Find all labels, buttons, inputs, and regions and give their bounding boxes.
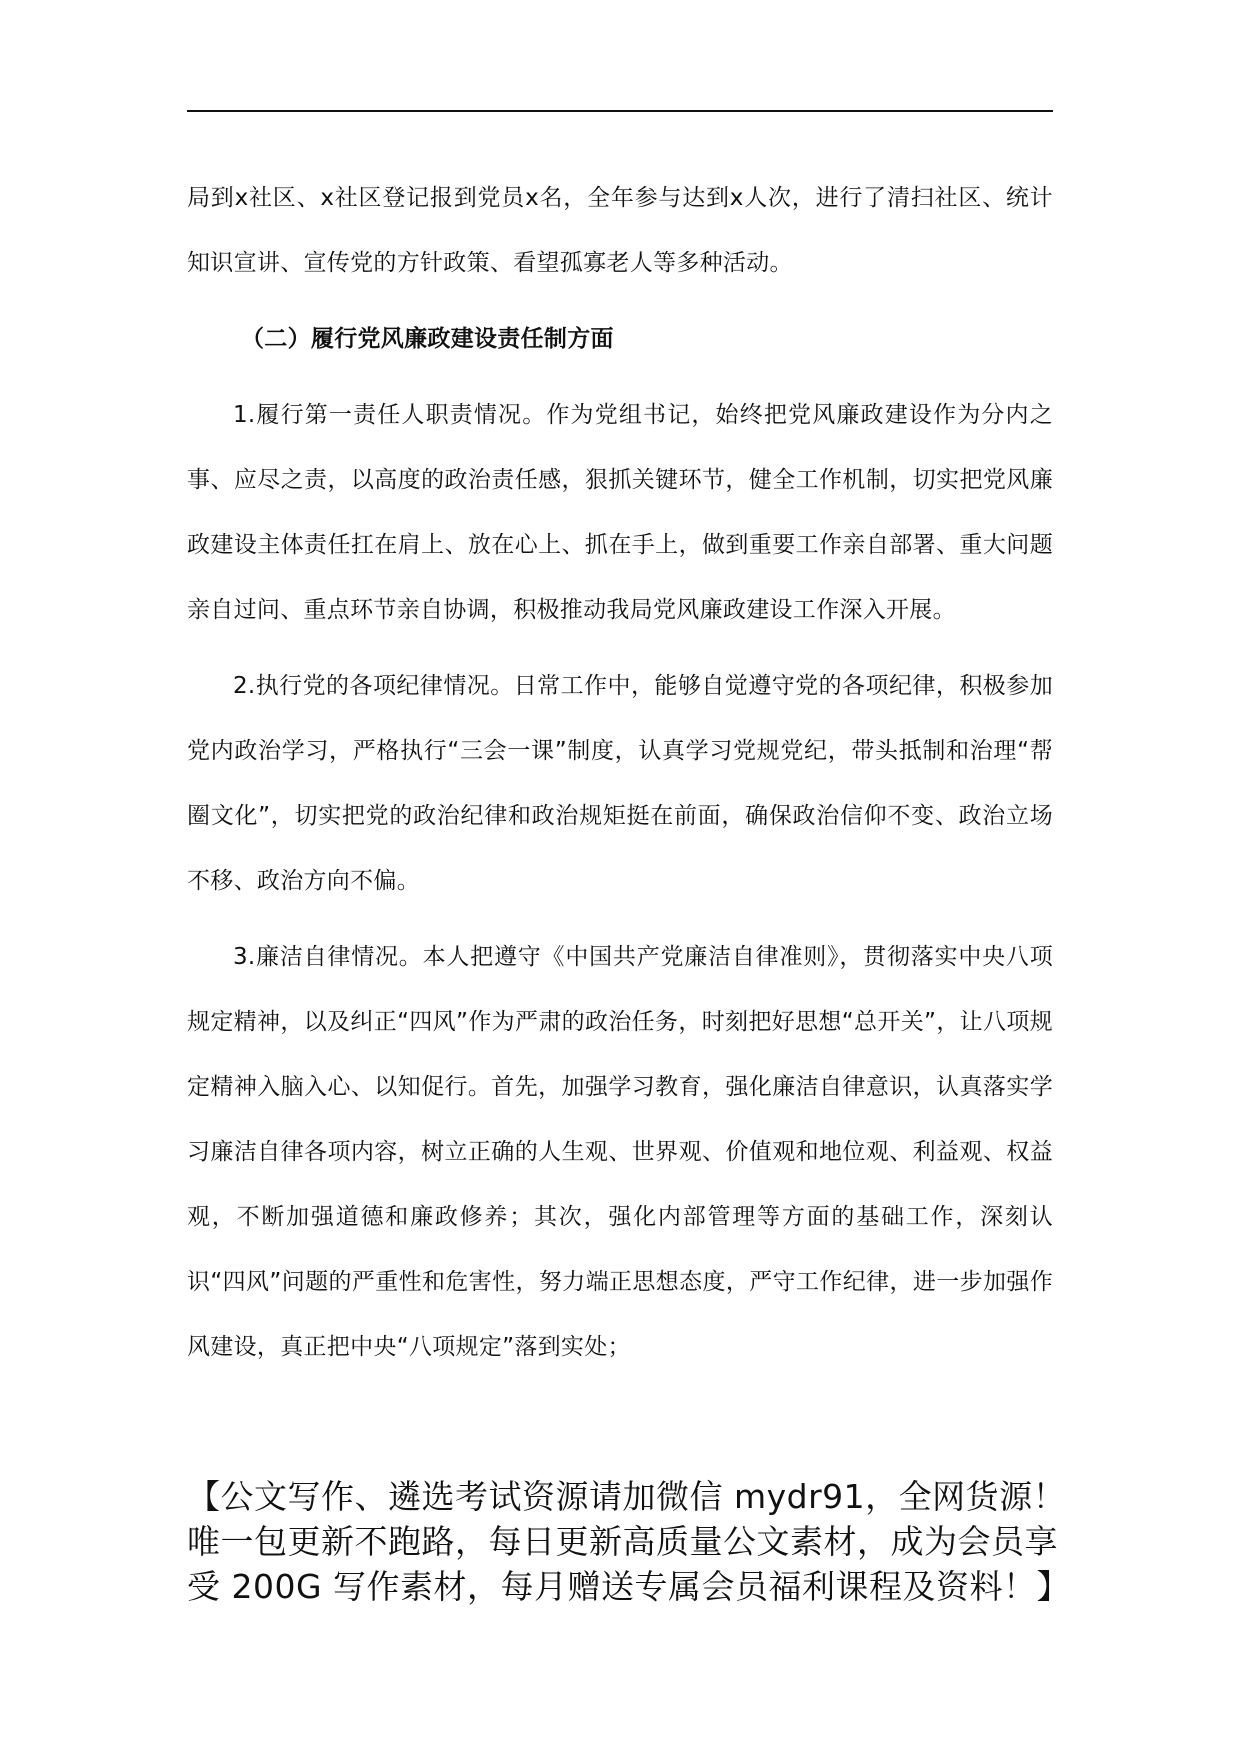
document-body (187, 166, 1053, 1380)
paragraph-continued: 局到x社区、x社区登记报到党员x名，全年参与达到x人次，进行了清扫社区、统计知识宣讲、宣传党的方针政策、看望孤寡老人等多种活动。 (187, 185, 1053, 276)
section-heading: （二）履行党风廉政建设责任制方面 (241, 326, 614, 352)
paragraph-2: 2.执行党的各项纪律情况。日常工作中，能够自觉遵守党的各项纪律，积极参加党内政治学习，严格执行“三会一课”制度，认真学习党规党纪，带头抵制和治理“帮圈文化”，切实把党的政治纪律和政治规矩挺在前面，确保政治信仰不变、政治立场不移、政治方向不偏。 (187, 673, 1053, 894)
header-rule (187, 110, 1053, 112)
promo-notice: 【公文写作、遴选考试资源请加微信 mydr91，全网货源！唯一包更新不跑路，每日更新高质量公文素材，成为会员享受 200G 写作素材，每月赠送专属会员福利课程及资料！】 (187, 1477, 1071, 1606)
paragraph-3: 3.廉洁自律情况。本人把遵守《中国共产党廉洁自律准则》，贯彻落实中央八项规定精神，以及纠正“四风”作为严肃的政治任务，时刻把好思想“总开关”，让八项规定精神入脑入心、以知促行。首先，加强学习教育，强化廉洁自律意识，认真落实学习廉洁自律各项内容，树立正确的人生观、世界观、价值观和地位观、利益观、权益观，不断加强道德和廉政修养；其次，强化内部管理等方面的基础工作，深刻认识“四风”问题的严重性和危害性，努力端正思想态度，严守工作纪律，进一步加强作风建设，真正把中央“八项规定”落到实处； (187, 944, 1053, 1360)
paragraph-1: 1.履行第一责任人职责情况。作为党组书记，始终把党风廉政建设作为分内之事、应尽之责，以高度的政治责任感，狠抓关键环节，健全工作机制，切实把党风廉政建设主体责任扛在肩上、放在心上、抓在手上，做到重要工作亲自部署、重大问题亲自过问、重点环节亲自协调，积极推动我局党风廉政建设工作深入开展。 (187, 402, 1053, 623)
